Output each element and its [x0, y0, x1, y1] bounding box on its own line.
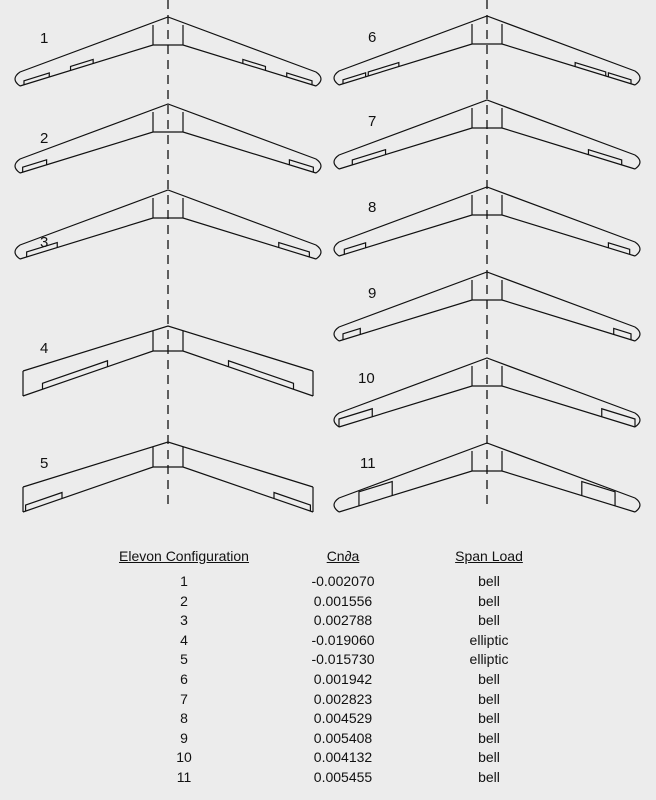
- cell-span-load: bell: [478, 670, 500, 687]
- config-number-label: 11: [360, 455, 376, 472]
- table-row: [100, 690, 560, 710]
- config-number-label: 2: [40, 130, 49, 147]
- cell-config: 10: [176, 749, 192, 766]
- cell-config: 5: [180, 651, 188, 668]
- config-number-label: 5: [40, 455, 49, 472]
- table-header-row: [100, 548, 560, 572]
- cell-config: 1: [180, 573, 188, 589]
- config-number-label: 1: [40, 30, 49, 47]
- cell-cnda: 0.001556: [313, 592, 373, 609]
- table-row: [100, 572, 560, 592]
- cell-span-load: elliptic: [469, 631, 509, 648]
- cell-config: 9: [180, 729, 188, 746]
- header-elevon-configuration: Elevon Configuration: [119, 548, 249, 564]
- cell-cnda: -0.002070: [311, 573, 375, 589]
- table-row: [100, 748, 560, 768]
- table-row: [100, 709, 560, 729]
- cell-span-load: bell: [478, 768, 500, 785]
- table-row: [100, 592, 560, 612]
- elevon-table: [100, 548, 560, 788]
- config-number-label: 7: [368, 113, 377, 130]
- config-number-label: 9: [368, 285, 377, 302]
- config-number-label: 10: [358, 370, 375, 387]
- cell-span-load: bell: [478, 573, 500, 589]
- cell-cnda: 0.004529: [313, 710, 373, 727]
- header-cn-da: Cn∂a: [326, 548, 360, 564]
- table-row: [100, 650, 560, 670]
- cell-cnda: 0.005455: [313, 768, 373, 785]
- table-row: [100, 611, 560, 631]
- cell-cnda: -0.019060: [311, 631, 375, 648]
- cell-config: 2: [180, 592, 188, 609]
- table-row: [100, 729, 560, 749]
- table-row: [100, 631, 560, 651]
- cell-config: 3: [180, 612, 188, 629]
- config-number-label: 3: [40, 234, 49, 251]
- cell-config: 11: [176, 768, 192, 785]
- cell-config: 4: [180, 631, 188, 648]
- cell-cnda: -0.015730: [311, 651, 375, 668]
- cell-config: 6: [180, 670, 188, 687]
- cell-span-load: bell: [478, 710, 500, 727]
- cell-cnda: 0.001942: [313, 670, 373, 687]
- cell-config: 8: [180, 710, 188, 727]
- cell-config: 7: [180, 690, 188, 707]
- cell-span-load: bell: [478, 690, 500, 707]
- config-number-label: 8: [368, 199, 377, 216]
- config-number-label: 6: [368, 29, 377, 46]
- cell-span-load: bell: [478, 592, 500, 609]
- table-row: [100, 670, 560, 690]
- cell-cnda: 0.005408: [313, 729, 373, 746]
- cell-span-load: bell: [478, 612, 500, 629]
- config-number-label: 4: [40, 340, 49, 357]
- header-span-load: Span Load: [455, 548, 523, 564]
- cell-span-load: bell: [478, 729, 500, 746]
- table-row: [100, 768, 560, 788]
- cell-cnda: 0.004132: [313, 749, 373, 766]
- cell-cnda: 0.002788: [313, 612, 373, 629]
- cell-cnda: 0.002823: [313, 690, 373, 707]
- cell-span-load: elliptic: [469, 651, 509, 668]
- cell-span-load: bell: [478, 749, 500, 766]
